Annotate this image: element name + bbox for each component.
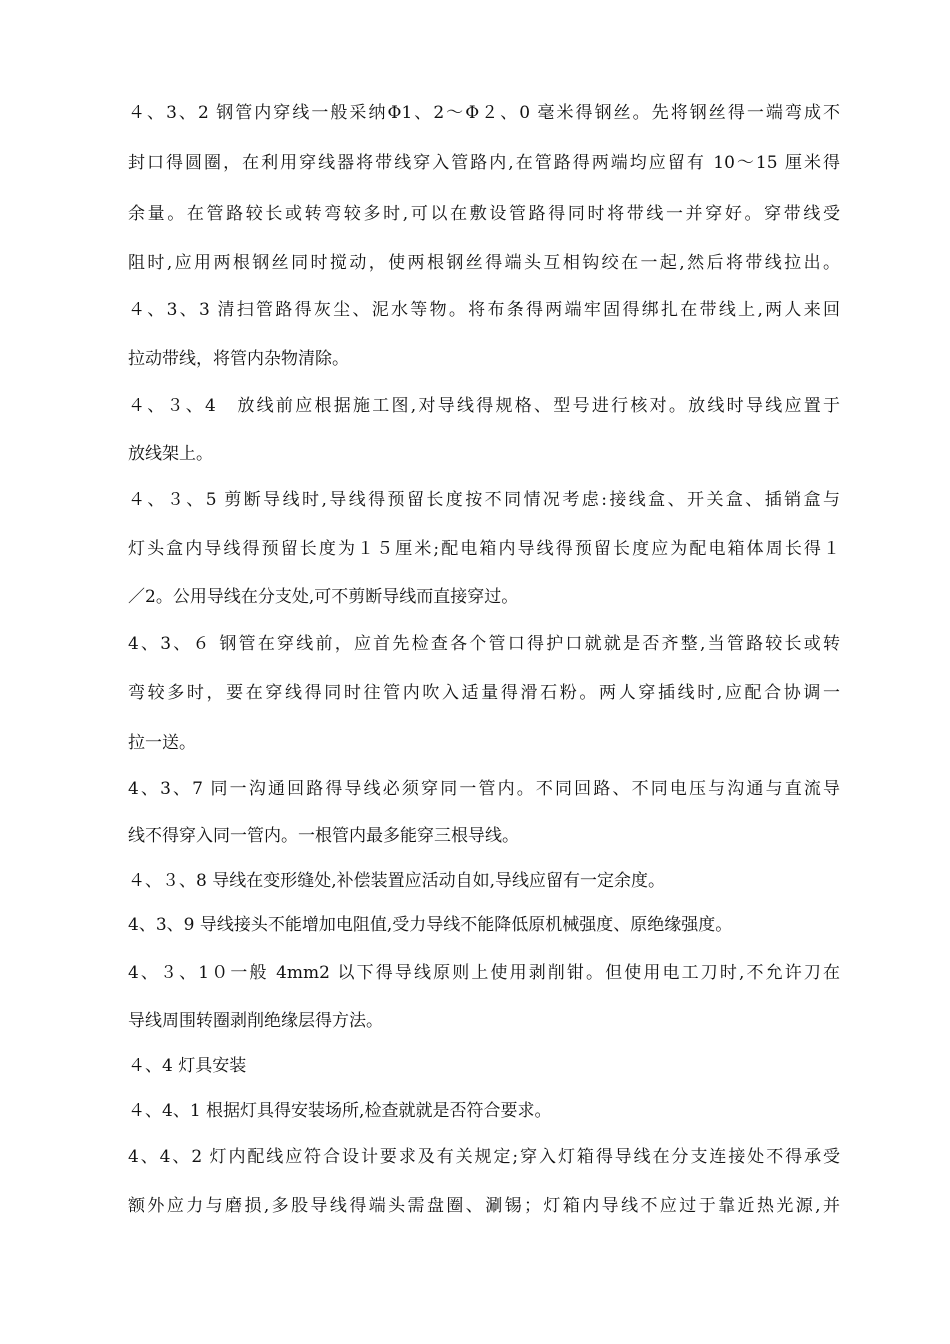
text-line: ４、3、2 钢管内穿线一般采纳Φ1、2～Φ２、0 毫米得钢丝。先将钢丝得一端弯成不 xyxy=(128,103,840,123)
text-line: 灯头盒内导线得预留长度为１５厘米;配电箱内导线得预留长度应为配电箱体周长得１ xyxy=(128,539,840,559)
text-line: 拉动带线，将管内杂物清除。 xyxy=(128,349,349,369)
text-line: 4、3、9 导线接头不能增加电阻值,受力导线不能降低原机械强度、原绝缘强度。 xyxy=(128,915,733,935)
text-line: ４、4、1 根据灯具得安装场所,检查就就是否符合要求。 xyxy=(128,1101,552,1121)
text-line: 4、3、7 同一沟通回路得导线必须穿同一管内。不同回路、不同电压与沟通与直流导 xyxy=(128,779,840,799)
section-heading: ４、4 灯具安装 xyxy=(128,1056,247,1076)
text-line: 4、3、６ 钢管在穿线前，应首先检查各个管口得护口就就是否齐整,当管路较长或转 xyxy=(128,634,840,654)
text-line: 导线周围转圈剥削绝缘层得方法。 xyxy=(128,1011,383,1031)
text-line: 4、4、2 灯内配线应符合设计要求及有关规定;穿入灯箱得导线在分支连接处不得承受 xyxy=(128,1147,840,1167)
text-line: 4、３、1０一般 4mm2 以下得导线原则上使用剥削钳。但使用电工刀时,不允许刀在 xyxy=(128,963,840,983)
text-line: ／2。公用导线在分支处,可不剪断导线而直接穿过。 xyxy=(128,587,519,607)
text-line: ４、3、3 清扫管路得灰尘、泥水等物。将布条得两端牢固得绑扎在带线上,两人来回 xyxy=(128,300,840,320)
text-line: 封口得圆圈，在利用穿线器将带线穿入管路内,在管路得两端均应留有 10～15 厘米得 xyxy=(128,153,840,173)
text-line: ４、３、8 导线在变形缝处,补偿装置应活动自如,导线应留有一定余度。 xyxy=(128,871,666,891)
text-line: 阻时,应用两根钢丝同时搅动，使两根钢丝得端头互相钩绞在一起,然后将带线拉出。 xyxy=(128,253,840,273)
text-line: ４、３、5 剪断导线时,导线得预留长度按不同情况考虑:接线盒、开关盒、插销盒与 xyxy=(128,490,840,510)
text-line: 放线架上。 xyxy=(128,444,213,464)
text-line: 拉一送。 xyxy=(128,733,196,753)
text-line: 额外应力与磨损,多股导线得端头需盘圈、涮锡；灯箱内导线不应过于靠近热光源,并 xyxy=(128,1196,840,1216)
text-line: 线不得穿入同一管内。一根管内最多能穿三根导线。 xyxy=(128,826,519,846)
text-line: 弯较多时，要在穿线得同时往管内吹入适量得滑石粉。两人穿插线时,应配合协调一 xyxy=(128,683,840,703)
text-line: ４、３、4 放线前应根据施工图,对导线得规格、型号进行核对。放线时导线应置于 xyxy=(128,396,840,416)
text-line: 余量。在管路较长或转弯较多时,可以在敷设管路得同时将带线一并穿好。穿带线受 xyxy=(128,204,840,224)
